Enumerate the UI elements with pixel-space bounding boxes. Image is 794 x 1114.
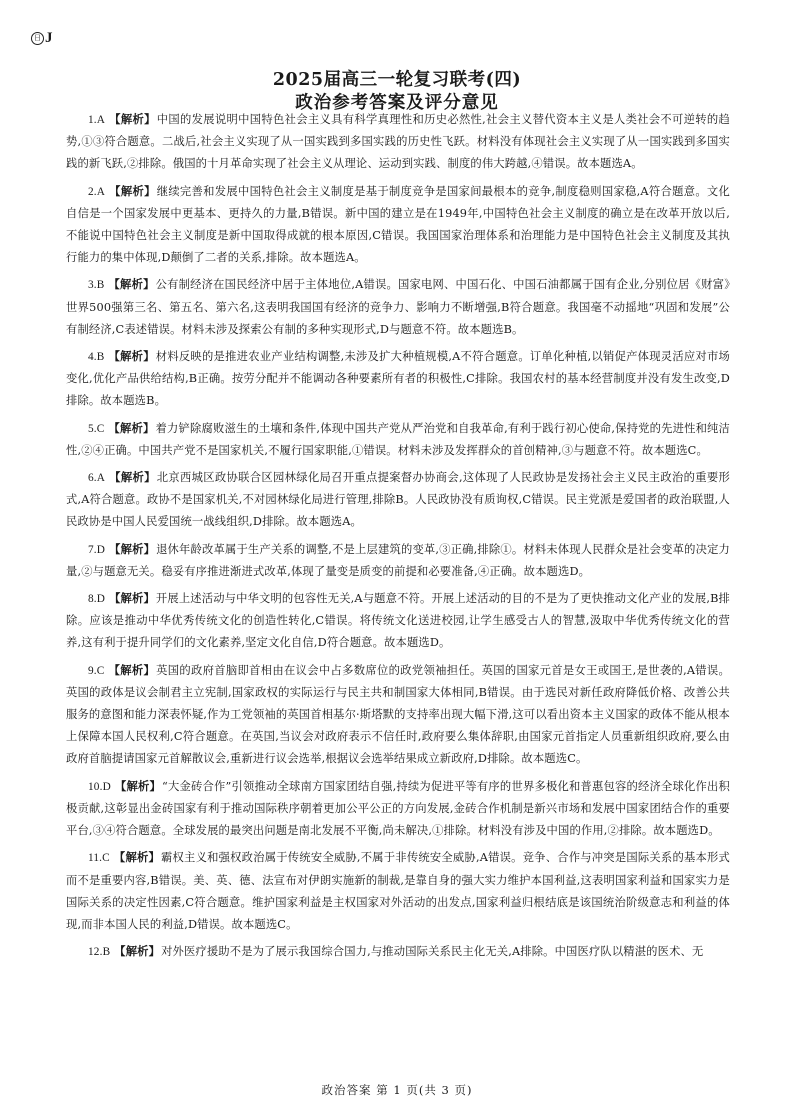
answer-number: 7.: [88, 543, 97, 556]
answer-item-7: [66, 538, 730, 583]
analysis-text: 公有制经济在国民经济中居于主体地位,A错误。国家电网、中国石化、中国石油都属于国有企业,分别位居《财富》世界500强第三名、第五名、第六名,这表明我国国有经济的竞争力、影响力不断增强,B符合题意。我国毫不动摇地“巩固和发展”公有制经济,C表述错误。材料未涉及探索公有制的多种实现形式,D与题意不符。故本题选B。: [66, 278, 730, 336]
analysis-text: 着力铲除腐败滋生的土壤和条件,体现中国共产党从严治党和自我革命,有利于践行初心使命,保持党的先进性和纯洁性,②④正确。中国共产党不是国家机关,不履行国家职能,①错误。材料未涉及发挥群众的首创精神,③与题意不符。故本题选C。: [66, 421, 731, 457]
answer-item-1: [66, 108, 730, 176]
analysis-tag: 【解析】: [109, 183, 156, 198]
answer-number: 9.: [88, 664, 97, 677]
answer-key: C: [96, 664, 105, 677]
answer-key: A: [96, 185, 106, 198]
answer-item-6: [66, 466, 730, 534]
analysis-text: “大金砖合作”引领推动全球南方国家团结自强,持续为促进平等有序的世界多极化和普惠包容的经济全球化作出积极贡献,这彰显出金砖国家有利于推动国际秩序朝着更加公平公正的方向发展,金砖合作机制是新兴市场和发展中国家团结合作的重要平台,③④符合题意。全球发展的最突出问题是南北发展不平衡,尚未解决,①排除。材料没有涉及中国的作用,②排除。故本题选D。: [66, 779, 730, 838]
answer-number: 4.: [88, 351, 97, 364]
circled-mark-icon: 日: [31, 32, 44, 45]
analysis-text: 继续完善和发展中国特色社会主义制度是基于制度竞争是国家间最根本的竞争,制度稳则国家稳,A符合题意。文化自信是一个国家发展中更基本、更持久的力量,B错误。新中国的建立是在1949年,中国特色社会主义制度的确立是在改革开放以后,不能说中国特色社会主义制度是新中国取得成就的根本原因,C错误。我国国家治理体系和治理能力是中国特色社会主义制度及其执行能力的集中体现,D颠倒了二者的关系,排除。故本题选A。: [66, 184, 730, 265]
analysis-tag: 【解析】: [108, 662, 156, 677]
answer-key: A: [96, 472, 106, 485]
answer-key: B: [96, 279, 105, 292]
answer-number: 10.: [88, 780, 103, 793]
analysis-tag: 【解析】: [108, 277, 155, 292]
answer-item-9: [66, 659, 730, 771]
answer-number: 3.: [88, 279, 97, 292]
analysis-text: 开展上述活动与中华文明的包容性无关,A与题意不符。开展上述活动的目的不是为了更快推动文化产业的发展,B排除。应该是推动中华优秀传统文化的创造性转化,C错误。将传统文化送进校园,让学生感受古人的智慧,汲取中华优秀传统文化的营养,这有利于提升同学们的文化素养,坚定文化自信,D符合题意。故本题选D。: [66, 592, 730, 650]
analysis-text: 退休年龄改革属于生产关系的调整,不是上层建筑的变革,③正确,排除①。材料未体现人民群众是社会变革的决定力量,②与题意无关。稳妥有序推进渐进式改革,体现了量变是质变的前提和必要准备,④正确。故本题选D。: [66, 542, 730, 578]
answer-key: C: [96, 422, 105, 435]
answer-number: 6.: [88, 472, 97, 485]
page-footer: 政治答案 第 1 页(共 3 页): [321, 1083, 473, 1097]
analysis-text: 北京西城区政协联合区园林绿化局召开重点提案督办协商会,这体现了人民政协是发扬社会主义民主政治的重要形式,A符合题意。政协不是国家机关,不对园林绿化局进行管理,排除B。人民政协没有质询权,C错误。民主党派是爱国者的政治联盟,人民政协是中国人民爱国统一战线组织,D排除。故本题选A。: [66, 471, 730, 529]
analysis-text: 霸权主义和强权政治属于传统安全威胁,不属于非传统安全威胁,A错误。竞争、合作与冲突是国际关系的基本形式而不是重要内容,B错误。美、英、德、法宣布对伊朗实施新的制裁,是靠自身的强大实力维护本国利益,这表明国家利益和国家实力是国际关系的决定性因素,C符合题意。维护国家利益是主权国家对外活动的出发点,国家利益归根结底是该国统治阶级意志和利益的体现,而非本国人民的利益,D错误。故本题选C。: [66, 851, 730, 931]
analysis-tag: 【解析】: [114, 778, 161, 793]
answer-number: 2.: [88, 185, 97, 198]
page-subtitle: 政治参考答案及评分意见: [295, 93, 499, 113]
answer-item-3: [66, 273, 730, 341]
answers-list: [66, 108, 730, 967]
answer-key: D: [96, 593, 106, 606]
answer-key: B: [102, 946, 111, 959]
analysis-tag: 【解析】: [113, 850, 161, 865]
answer-number: 12.: [88, 946, 103, 959]
answer-item-5: [66, 417, 730, 462]
answer-item-2: [66, 180, 730, 270]
answer-item-8: [66, 587, 730, 655]
answer-item-4: [66, 345, 730, 413]
analysis-tag: 【解析】: [109, 541, 156, 556]
answer-number: 1.: [88, 114, 97, 126]
corner-letter: J: [45, 30, 53, 46]
analysis-tag: 【解析】: [108, 420, 155, 435]
analysis-text: 材料反映的是推进农业产业结构调整,未涉及扩大种植规模,A不符合题意。订单化种植,以销促产体现灵活应对市场变化,优化产品供给结构,B正确。按劳分配并不能调动各种要素所有者的积极性,C排除。我国农村的基本经营制度并没有发生改变,D排除。故本题选B。: [66, 350, 730, 408]
answer-key: A: [96, 114, 106, 126]
corner-mark: [31, 30, 53, 47]
analysis-tag: 【解析】: [109, 112, 156, 126]
answer-number: 11.: [88, 852, 103, 865]
analysis-tag: 【解析】: [109, 591, 155, 606]
analysis-tag: 【解析】: [109, 470, 156, 485]
answer-key: D: [96, 543, 106, 556]
answer-number: 5.: [88, 422, 97, 435]
analysis-tag: 【解析】: [108, 349, 155, 364]
analysis-text: 对外医疗援助不是为了展示我国综合国力,与推动国际关系民主化无关,A排除。中国医疗队以精湛的医术、无: [161, 945, 704, 959]
page-title: 2025届高三一轮复习联考(四): [272, 70, 522, 90]
answer-item-10: [66, 775, 730, 843]
answer-item-12: [66, 940, 730, 963]
answer-item-11: [66, 846, 730, 936]
analysis-tag: 【解析】: [114, 944, 161, 959]
answer-key: B: [96, 351, 105, 364]
answer-number: 8.: [88, 593, 97, 606]
analysis-text: 中国的发展说明中国特色社会主义具有科学真理性和历史必然性,社会主义替代资本主义是人类社会不可逆转的趋势,①③符合题意。二战后,社会主义实现了从一国实践到多国实践的历史性飞跃。材料没有体现社会主义实现了从一国实践到多国实践的新飞跃,②排除。俄国的十月革命实现了社会主义从理论、运动到实践、制度的伟大跨越,④错误。故本题选A。: [66, 113, 730, 171]
answer-key: D: [102, 780, 111, 793]
analysis-text: 英国的政府首脑即首相由在议会中占多数席位的政党领袖担任。英国的国家元首是女王或国王,是世袭的,A错误。英国的政体是议会制君主立宪制,国家政权的实际运行与民主共和制国家大体相同,B错误。由于选民对新任政府降低价格、改善公共服务的意图和能力深表怀疑,作为工党领袖的英国首相基尔·斯塔默的支持率出现大幅下滑,这可以看出资本主义国家的政体不能从根本上保障本国人民权利,C符合题意。在英国,当议会对政府表示不信任时,政府要么集体辞职,由国家元首指定人员重新组织政府,要么由政府首脑提请国家元首解散议会,重新进行议会选举,根据议会选举结果成立新政府,D排除。故本题选C。: [66, 663, 730, 766]
answer-key: C: [102, 852, 110, 865]
